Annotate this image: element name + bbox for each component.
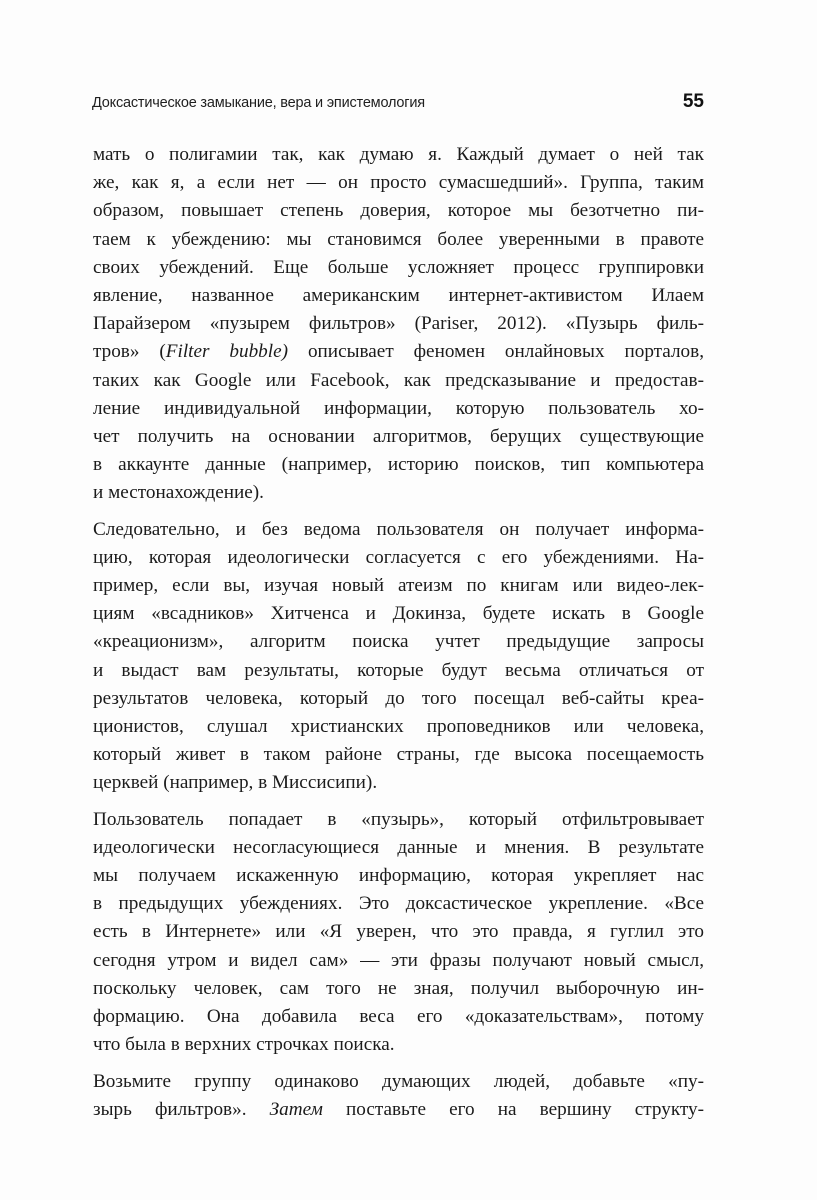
- text-segment: формацию. Она добавила веса его «доказательствам», потому: [93, 1006, 704, 1028]
- text-segment: ление индивидуальной информации, которую пользователь хо-: [93, 397, 704, 419]
- text-segment: идеологически несогласующиеся данные и мнения. В результате: [93, 836, 704, 858]
- text-line: [93, 1003, 704, 1031]
- text-line: [93, 1096, 704, 1124]
- text-segment: Следовательно, и без ведома пользователя он получает информа-: [93, 518, 704, 540]
- text-line: [93, 600, 704, 628]
- text-line: [93, 713, 704, 741]
- text-segment: Возьмите группу одинаково думающих людей, добавьте «пу-: [93, 1070, 704, 1092]
- paragraph: [93, 141, 704, 508]
- text-segment: чет получить на основании алгоритмов, берущих существующие: [93, 426, 704, 448]
- text-segment: в аккаунте данные (например, историю поисков, тип компьютера: [93, 454, 704, 476]
- text-line: [93, 197, 704, 225]
- text-line: [93, 918, 704, 946]
- text-line: [93, 169, 704, 197]
- text-line: [93, 1068, 704, 1096]
- text-line: [93, 947, 704, 975]
- text-segment: таем к убеждению: мы становимся более уверенными в правоте: [93, 228, 704, 250]
- text-line: [93, 685, 704, 713]
- running-title: Доксастическое замыкание, вера и эпистемология: [92, 95, 425, 111]
- text-line: [93, 572, 704, 600]
- text-segment: описывает феномен онлайновых порталов,: [288, 341, 704, 363]
- text-line: [93, 479, 704, 507]
- text-segment: Парайзером «пузырем фильтров» (Pariser, 2012). «Пузырь филь-: [93, 313, 704, 335]
- running-head: [92, 93, 704, 115]
- italic-text: Затем: [269, 1098, 323, 1120]
- text-line: [93, 890, 704, 918]
- paragraph: [93, 806, 704, 1060]
- text-segment: и выдаст вам результаты, которые будут весьма отличаться от: [93, 659, 704, 681]
- text-segment: пример, если вы, изучая новый атеизм по книгам или видео-лек-: [93, 575, 704, 597]
- text-line: [93, 282, 704, 310]
- text-segment: цию, которая идеологически согласуется с его убеждениями. На-: [93, 546, 704, 568]
- text-segment: «креационизм», алгоритм поиска учтет предыдущие запросы: [93, 631, 704, 653]
- text-segment: зырь фильтров».: [93, 1098, 270, 1120]
- italic-text: Filter bubble): [165, 341, 289, 363]
- text-segment: есть в Интернете» или «Я уверен, что это правда, я гуглил это: [93, 921, 704, 943]
- text-segment: своих убеждений. Еще больше усложняет процесс группировки: [93, 256, 704, 278]
- text-segment: циям «всадников» Хитченса и Докинза, будете искать в Google: [93, 603, 704, 625]
- text-line: [93, 395, 704, 423]
- text-line: [93, 367, 704, 395]
- text-segment: Пользователь попадает в «пузырь», который отфильтровывает: [93, 808, 704, 830]
- text-line: [93, 338, 704, 366]
- text-line: [93, 862, 704, 890]
- text-line: [93, 806, 704, 834]
- text-segment: результатов человека, который до того посещал веб-сайты креа-: [93, 687, 704, 709]
- text-line: [93, 451, 704, 479]
- text-segment: ционистов, слушал христианских проповедников или человека,: [93, 716, 704, 738]
- text-segment: мы получаем искаженную информацию, которая укрепляет нас: [93, 865, 704, 887]
- text-line: [93, 226, 704, 254]
- paragraph: [93, 1068, 704, 1124]
- paragraph: [93, 516, 704, 798]
- text-line: [93, 254, 704, 282]
- text-line: [93, 1031, 704, 1059]
- text-segment: образом, повышает степень доверия, которое мы безотчетно пи-: [93, 200, 704, 222]
- text-segment: же, как я, а если нет — он просто сумасшедший». Группа, таким: [93, 172, 704, 194]
- text-segment: сегодня утром и видел сам» — эти фразы получают новый смысл,: [93, 949, 704, 971]
- text-segment: поскольку человек, сам того не зная, получил выборочную ин-: [93, 977, 704, 999]
- text-line: [93, 769, 704, 797]
- text-line: [93, 141, 704, 169]
- text-segment: мать о полигамии так, как думаю я. Каждый думает о ней так: [93, 144, 704, 165]
- text-line: [93, 310, 704, 338]
- text-segment: поставьте его на вершину структу-: [322, 1098, 704, 1120]
- text-line: [93, 628, 704, 656]
- text-line: [93, 657, 704, 685]
- text-line: [93, 741, 704, 769]
- text-segment: тров» (: [93, 341, 166, 363]
- page-number: 55: [682, 91, 704, 112]
- text-line: [93, 834, 704, 862]
- text-segment: который живет в таком районе страны, где высока посещаемость: [93, 744, 704, 766]
- text-segment: таких как Google или Facebook, как предсказывание и предостав-: [93, 369, 704, 391]
- body-text: [93, 141, 704, 1124]
- text-segment: явление, названное американским интернет-активистом Илаем: [93, 285, 704, 307]
- text-segment: что была в верхних строчках поиска.: [93, 1034, 395, 1056]
- text-line: [93, 975, 704, 1003]
- text-line: [93, 544, 704, 572]
- text-line: [93, 423, 704, 451]
- text-segment: и местонахождение).: [93, 482, 264, 504]
- text-line: [93, 516, 704, 544]
- text-segment: церквей (например, в Миссисипи).: [93, 772, 378, 794]
- text-segment: в предыдущих убеждениях. Это доксастическое укрепление. «Все: [93, 893, 704, 915]
